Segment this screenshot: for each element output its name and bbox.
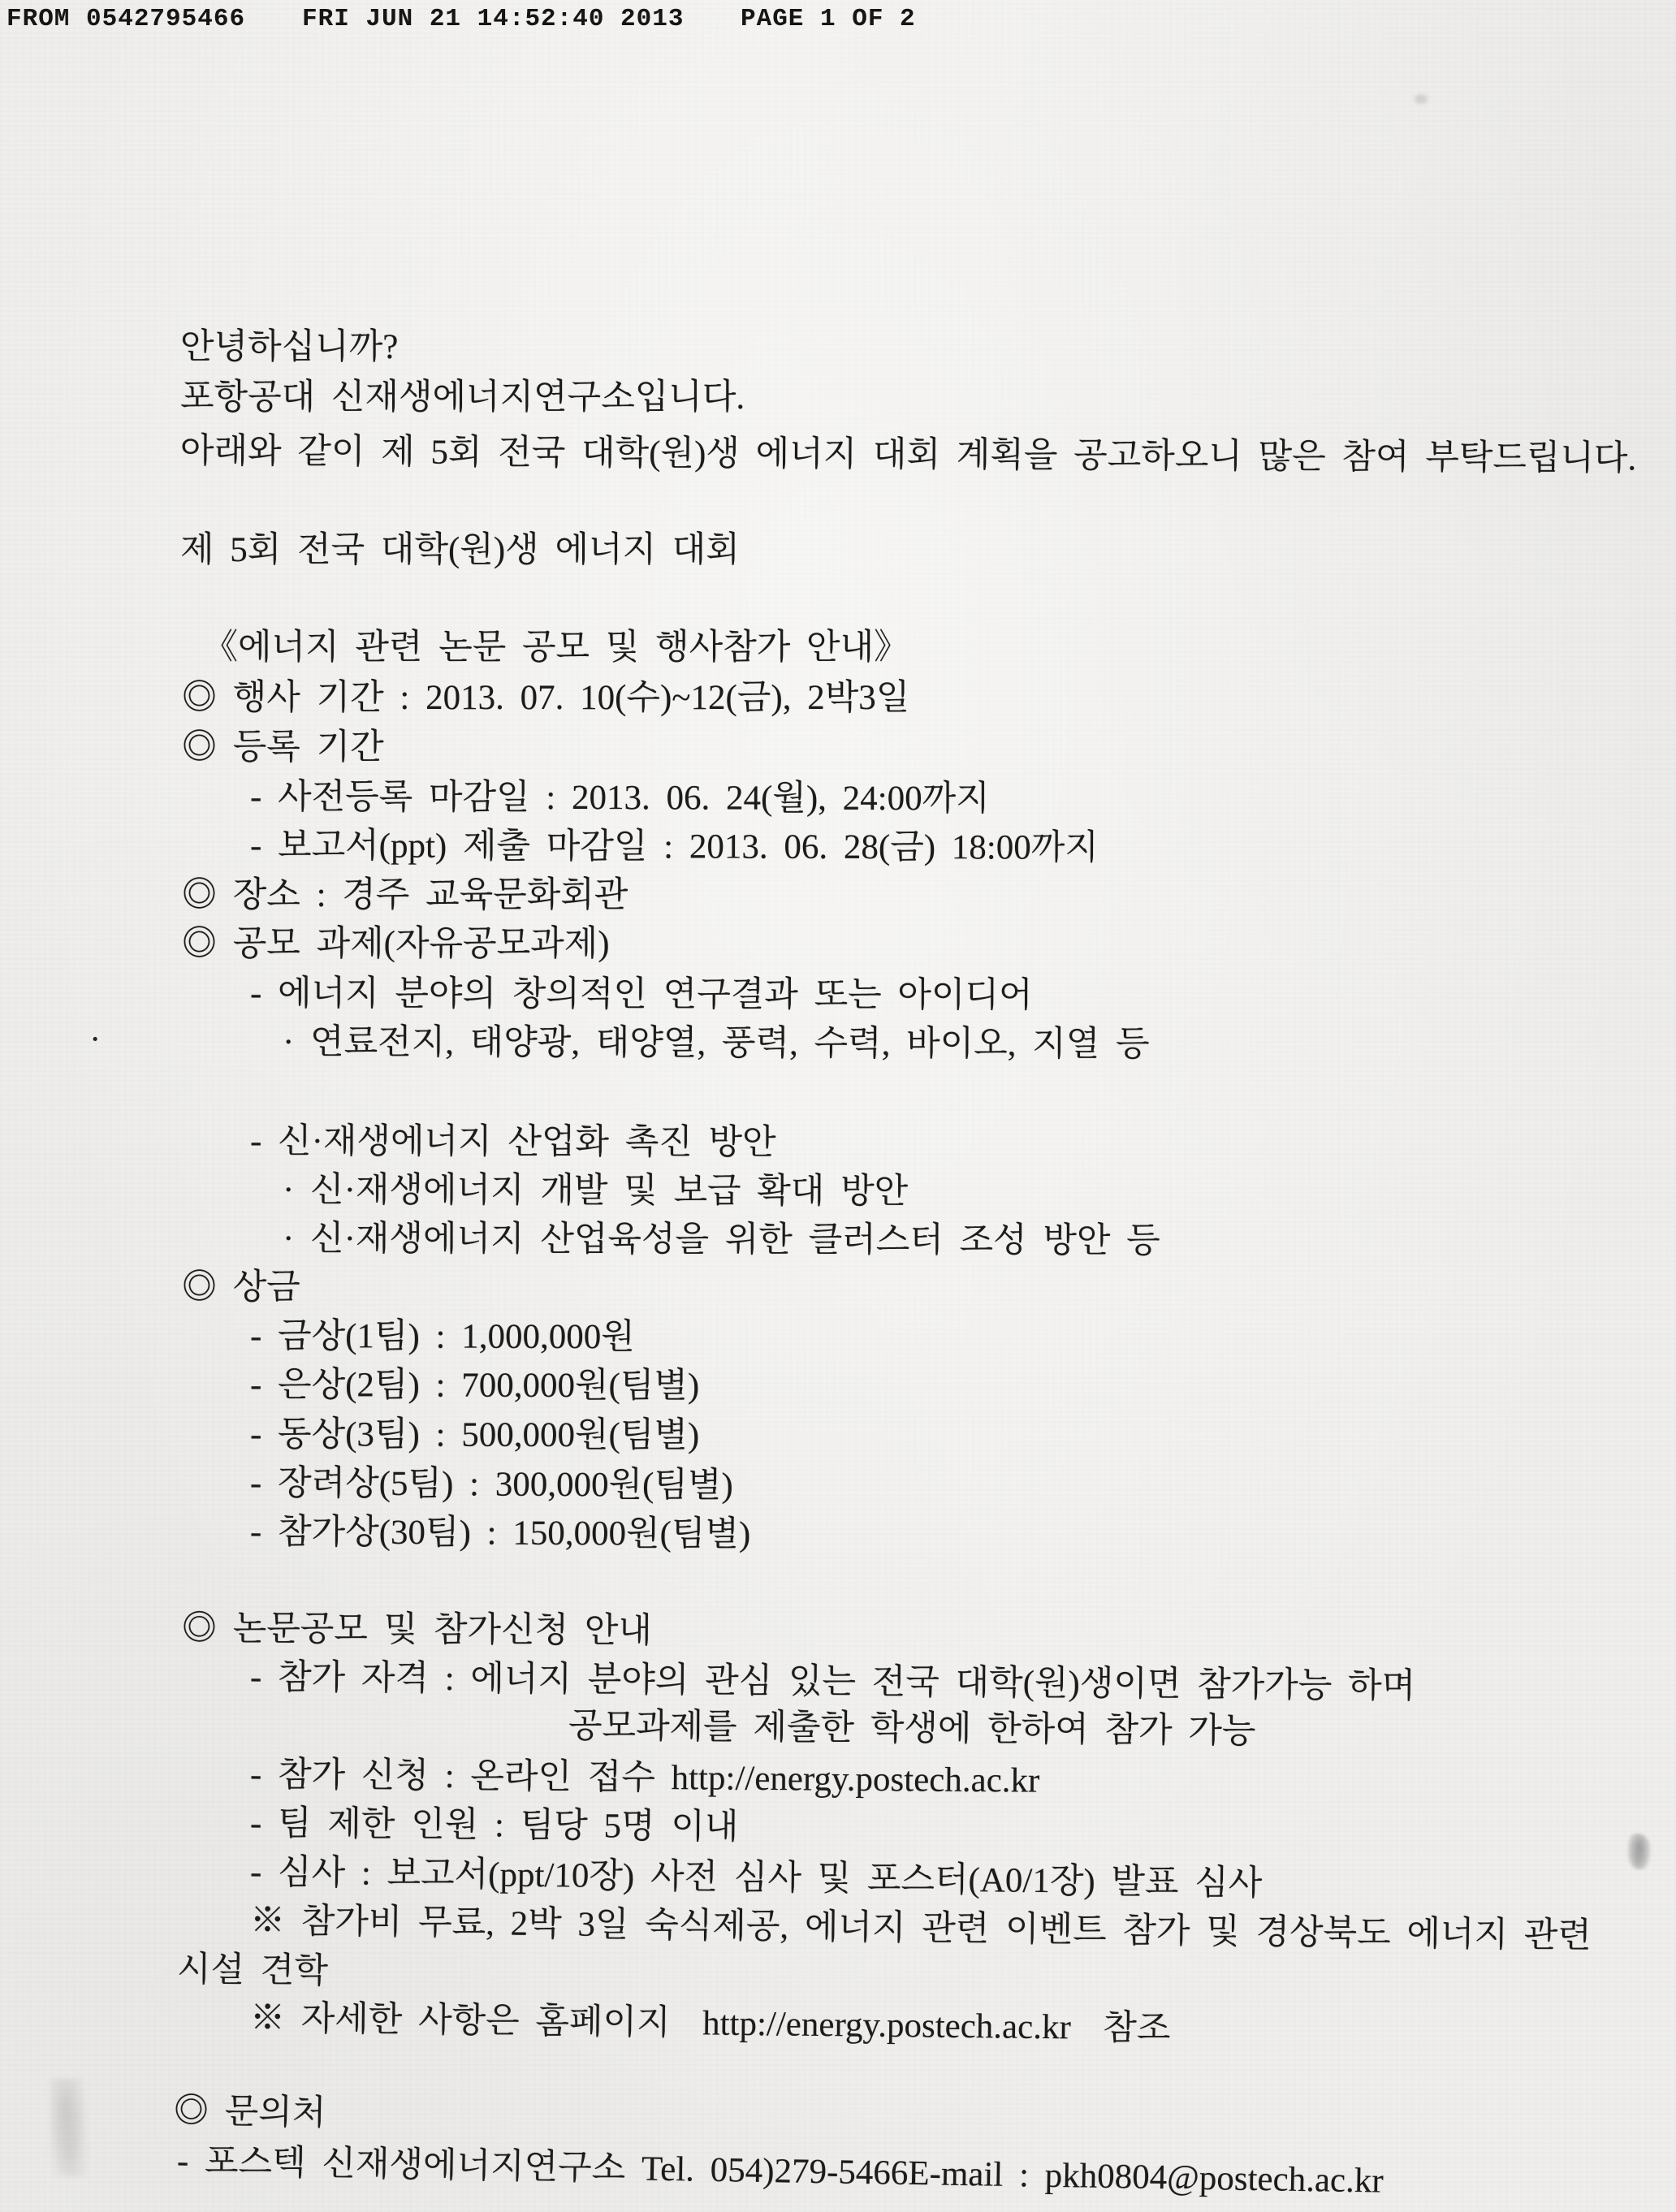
contest-topics-heading: ◎ 공모 과제(자유공모과제) — [182, 925, 610, 963]
greeting-line: 안녕하십니까? — [180, 328, 399, 366]
topic-creative-research: - 에너지 분야의 창의적인 연구결과 또는 아이디어 — [249, 974, 1033, 1015]
website-reference-line: ※ 자세한 사항은 홈페이지 http://energy.postech.ac.kr 참조 — [249, 1999, 1171, 2048]
topic-energy-fields: · 연료전지, 태양광, 태양열, 풍력, 수력, 바이오, 지열 등 — [282, 1023, 1150, 1064]
team-limit-line: - 팀 제한 인원 : 팀당 5명 이내 — [249, 1804, 739, 1847]
scan-edge-artifact — [50, 2079, 88, 2176]
contact-heading: ◎ 문의처 — [173, 2092, 326, 2133]
stray-dot-mark: · — [89, 1021, 102, 1059]
pre-registration-deadline: - 사전등록 마감일 : 2013. 06. 24(월), 24:00까지 — [249, 778, 990, 819]
topic-development-expansion: · 신·재생에너지 개발 및 보급 확대 방안 — [282, 1171, 909, 1212]
registration-heading: ◎ 등록 기간 — [182, 728, 384, 767]
fax-page-count: PAGE 1 OF 2 — [741, 5, 916, 33]
topic-industrialization: - 신·재생에너지 산업화 촉진 방안 — [249, 1122, 776, 1162]
prize-silver: - 은상(2팀) : 700,000원(팀별) — [249, 1366, 700, 1406]
eligibility-continuation: 공모과제를 제출한 학생에 한하여 참가 가능 — [568, 1707, 1256, 1751]
fax-sender-number: FROM 0542795466 — [6, 5, 246, 33]
event-period-line: ◎ 행사 기간 : 2013. 07. 10(수)~12(금), 2박3일 — [182, 679, 910, 717]
scan-smudge-artifact — [1627, 1834, 1652, 1869]
facility-tour-continuation: 시설 견학 — [176, 1951, 329, 1991]
prizes-heading: ◎ 상금 — [182, 1268, 300, 1307]
prize-encouragement: - 장려상(5팀) : 300,000원(팀별) — [249, 1464, 733, 1506]
application-method-line: - 참가 신청 : 온라인 접수 http://energy.postech.ac.kr — [249, 1756, 1040, 1800]
eligibility-line: - 참가 자격 : 에너지 분야의 관심 있는 전국 대학(원)생이면 참가가능 하며 — [249, 1658, 1416, 1706]
evaluation-line: - 심사 : 보고서(ppt/10장) 사전 심사 및 포스터(A0/1장) 발표 심사 — [249, 1853, 1263, 1903]
report-submission-deadline: - 보고서(ppt) 제출 마감일 : 2013. 06. 28(금) 18:00까지 — [249, 827, 1099, 867]
scan-speck-artifact — [1415, 94, 1428, 104]
contact-info-line: - 포스텍 신재생에너지연구소 Tel. 054)279-5466E-mail : pkh0804@postech.ac.kr — [176, 2142, 1384, 2201]
application-heading: ◎ 논문공모 및 참가신청 안내 — [181, 1609, 653, 1651]
notice-heading: 《에너지 관련 논문 공모 및 행사참가 안내》 — [203, 629, 909, 667]
fax-datetime: FRI JUN 21 14:52:40 2013 — [302, 5, 685, 33]
fax-header — [0, 5, 1676, 37]
participation-benefits-line: ※ 참가비 무료, 2박 3일 숙식제공, 에너지 관련 이벤트 참가 및 경상북도 에너지 관련 — [249, 1902, 1592, 1955]
announcement-line: 아래와 같이 제 5회 전국 대학(원)생 에너지 대회 계획을 공고하오니 많은 참여 부탁드립니다. — [179, 432, 1637, 478]
event-title: 제 5회 전국 대학(원)생 에너지 대회 — [180, 531, 740, 569]
venue-line: ◎ 장소 : 경주 교육문화회관 — [182, 876, 628, 914]
prize-participation: - 참가상(30팀) : 150,000원(팀별) — [249, 1513, 751, 1554]
sender-line: 포항공대 신재생에너지연구소입니다. — [180, 378, 745, 417]
prize-bronze: - 동상(3팀) : 500,000원(팀별) — [249, 1415, 700, 1455]
prize-gold: - 금상(1팀) : 1,000,000원 — [249, 1317, 635, 1357]
topic-cluster-plan: · 신·재생에너지 산업육성을 위한 클러스터 조성 방안 등 — [282, 1220, 1160, 1260]
